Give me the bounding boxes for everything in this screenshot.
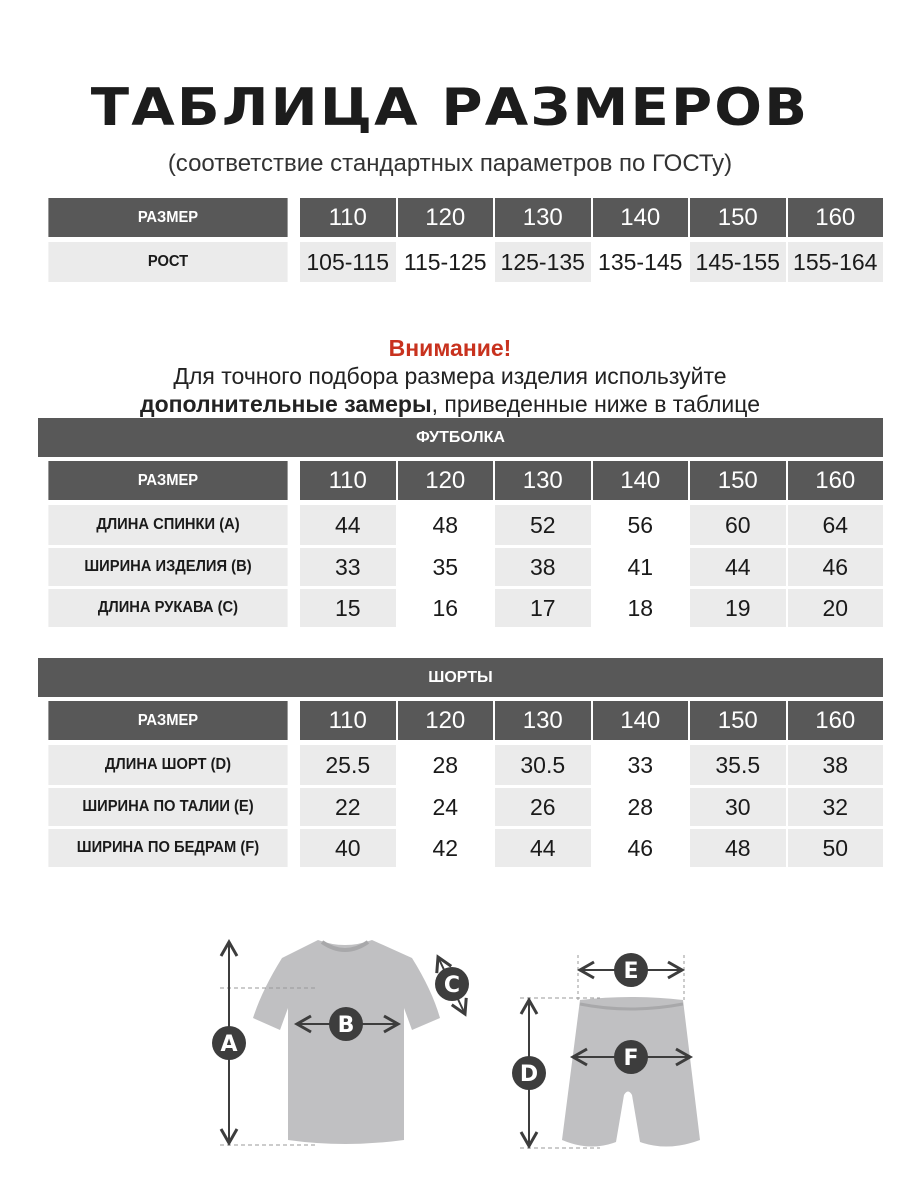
value-cell: 60 — [690, 505, 786, 545]
value-cell: 44 — [690, 548, 786, 586]
size-header-cell: 140 — [593, 701, 689, 740]
value-cell: 115-125 — [398, 242, 494, 282]
notice-warning: Внимание! — [388, 335, 512, 361]
row-label: ШИРИНА ПО БЕДРАМ (F) — [48, 829, 287, 867]
value-cell: 26 — [495, 788, 591, 826]
size-header-cell: 160 — [788, 198, 884, 237]
marker-letter: E — [623, 959, 639, 984]
value-cell: 33 — [593, 745, 689, 785]
row-label: ДЛИНА РУКАВА (C) — [48, 589, 287, 627]
size-header-cell: 160 — [788, 461, 884, 500]
value-cell: 56 — [593, 505, 689, 545]
marker-letter: C — [443, 973, 461, 998]
value-cell: 48 — [398, 505, 494, 545]
value-cell: 52 — [495, 505, 591, 545]
size-header-cell: 150 — [690, 461, 786, 500]
tshirt-shape — [253, 940, 440, 1144]
value-cell: 135-145 — [593, 242, 689, 282]
size-header-cell: 120 — [398, 198, 494, 237]
value-cell: 24 — [398, 788, 494, 826]
notice-bold: дополнительные замеры — [140, 391, 432, 417]
size-header-cell: 130 — [495, 198, 591, 237]
value-cell: 38 — [788, 745, 884, 785]
size-header-cell: 120 — [398, 461, 494, 500]
row-label: РОСТ — [48, 242, 287, 282]
value-cell: 33 — [300, 548, 396, 586]
value-cell: 20 — [788, 589, 884, 627]
value-cell: 30 — [690, 788, 786, 826]
value-cell: 15 — [300, 589, 396, 627]
row-label: ШИРИНА ПО ТАЛИИ (E) — [48, 788, 287, 826]
value-cell: 25.5 — [300, 745, 396, 785]
value-cell: 145-155 — [690, 242, 786, 282]
value-cell: 32 — [788, 788, 884, 826]
page-subtitle: (соответствие стандартных параметров по ГОСТу) — [167, 150, 733, 177]
marker-letter: B — [337, 1013, 355, 1038]
value-cell: 105-115 — [300, 242, 396, 282]
value-cell: 46 — [593, 829, 689, 867]
row-label: ДЛИНА ШОРТ (D) — [48, 745, 287, 785]
size-header-cell: 110 — [300, 198, 396, 237]
marker-b — [329, 1007, 363, 1041]
marker-c — [435, 967, 469, 1001]
value-cell: 28 — [398, 745, 494, 785]
value-cell: 64 — [788, 505, 884, 545]
value-cell: 17 — [495, 589, 591, 627]
value-cell: 125-135 — [495, 242, 591, 282]
value-cell: 18 — [593, 589, 689, 627]
value-cell: 22 — [300, 788, 396, 826]
value-cell: 44 — [300, 505, 396, 545]
value-cell: 35.5 — [690, 745, 786, 785]
size-header-cell: 160 — [788, 701, 884, 740]
size-header-cell: 110 — [300, 461, 396, 500]
size-header-cell: 150 — [690, 701, 786, 740]
size-header-label: РАЗМЕР — [48, 701, 287, 740]
value-cell: 16 — [398, 589, 494, 627]
marker-letter: F — [623, 1046, 639, 1071]
value-cell: 40 — [300, 829, 396, 867]
table-section-title: ФУТБОЛКА — [38, 418, 883, 457]
value-cell: 35 — [398, 548, 494, 586]
size-header-cell: 150 — [690, 198, 786, 237]
notice-line2: , приведенные ниже в таблице — [431, 391, 760, 417]
value-cell: 19 — [690, 589, 786, 627]
value-cell: 41 — [593, 548, 689, 586]
size-header-cell: 130 — [495, 701, 591, 740]
value-cell: 50 — [788, 829, 884, 867]
size-header-cell: 140 — [593, 461, 689, 500]
size-header-cell: 130 — [495, 461, 591, 500]
marker-e — [614, 953, 648, 987]
marker-f — [614, 1040, 648, 1074]
value-cell: 44 — [495, 829, 591, 867]
table-section-title: ШОРТЫ — [38, 658, 883, 697]
size-header-label: РАЗМЕР — [48, 461, 287, 500]
value-cell: 28 — [593, 788, 689, 826]
marker-letter: D — [519, 1062, 539, 1087]
value-cell: 30.5 — [495, 745, 591, 785]
row-label: ДЛИНА СПИНКИ (А) — [48, 505, 287, 545]
value-cell: 38 — [495, 548, 591, 586]
page-title: ТАБЛИЦА РАЗМЕРОВ — [90, 78, 810, 138]
notice-line1: Для точного подбора размера изделия используйте — [173, 363, 727, 389]
row-label: ШИРИНА ИЗДЕЛИЯ (B) — [48, 548, 287, 586]
size-header-label: РАЗМЕР — [48, 198, 287, 237]
value-cell: 48 — [690, 829, 786, 867]
size-header-cell: 120 — [398, 701, 494, 740]
size-header-cell: 140 — [593, 198, 689, 237]
marker-a — [212, 1026, 246, 1060]
value-cell: 42 — [398, 829, 494, 867]
value-cell: 155-164 — [788, 242, 884, 282]
marker-letter: A — [220, 1032, 238, 1057]
value-cell: 46 — [788, 548, 884, 586]
size-header-cell: 110 — [300, 701, 396, 740]
marker-d — [512, 1056, 546, 1090]
